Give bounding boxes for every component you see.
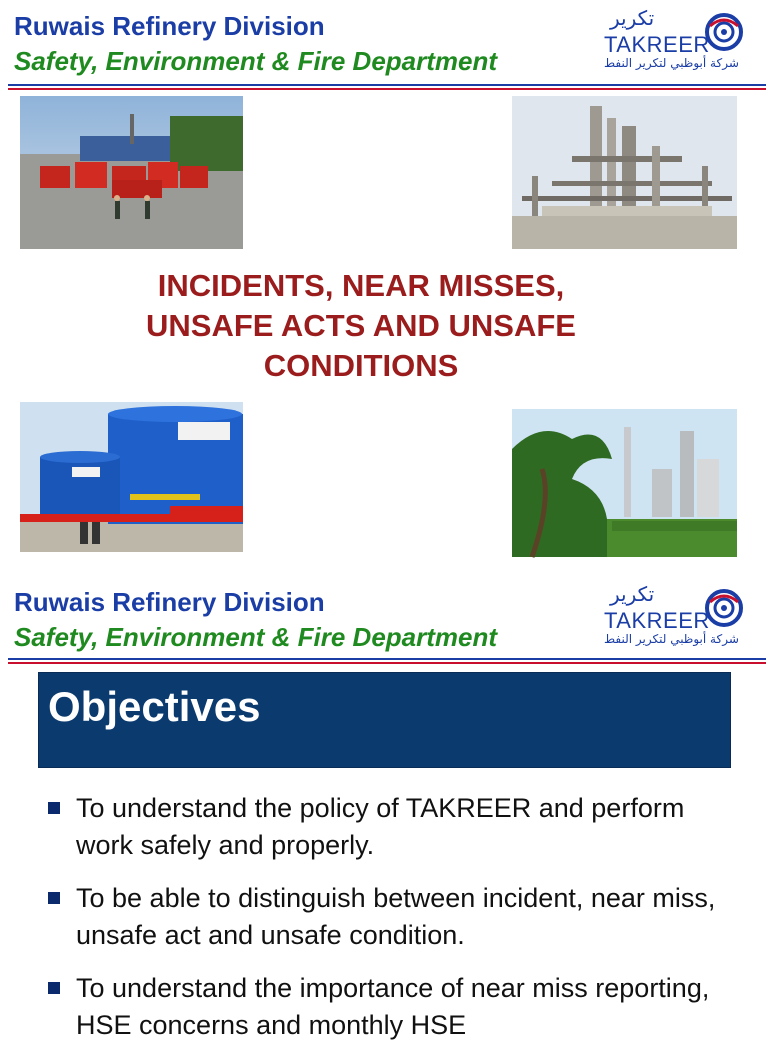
square-bullet-icon	[48, 802, 60, 814]
list-item	[48, 880, 728, 954]
slide-title-line-3: CONDITIONS	[263, 348, 459, 383]
objectives-slide	[0, 576, 768, 1040]
logo-arabic-name: تكرير	[610, 6, 655, 30]
objectives-heading-box	[38, 672, 731, 768]
list-item-text: To understand the policy of TAKREER and perform work safely and properly.	[76, 793, 685, 860]
logo-arabic-company: شركة أبوظبي لتكرير النفط	[604, 56, 739, 70]
objectives-list	[48, 790, 728, 1060]
division-title: Ruwais Refinery Division	[14, 587, 325, 617]
header-rule-blue	[8, 84, 766, 86]
logo-wordmark: TAKREER	[604, 608, 710, 633]
fire-trucks-photo	[20, 96, 243, 249]
header-rule-blue	[8, 658, 766, 660]
square-bullet-icon	[48, 982, 60, 994]
takreer-logo	[604, 582, 744, 652]
takreer-swirl-logo-icon	[704, 588, 744, 628]
palm-refinery-photo	[512, 409, 737, 557]
logo-arabic-name: تكرير	[610, 582, 655, 606]
header-rule-red	[8, 662, 766, 664]
department-subtitle: Safety, Environment & Fire Department	[14, 622, 498, 652]
list-item	[48, 790, 728, 864]
list-item-text: To understand the importance of near miss reporting, HSE concerns and monthly HSE	[76, 973, 710, 1040]
slide-title-line-2: UNSAFE ACTS AND UNSAFE	[146, 308, 576, 343]
square-bullet-icon	[48, 892, 60, 904]
takreer-swirl-logo-icon	[704, 12, 744, 52]
slide-title-line-1: INCIDENTS, NEAR MISSES,	[157, 268, 565, 303]
slide-title	[84, 266, 638, 386]
logo-arabic-company: شركة أبوظبي لتكرير النفط	[604, 632, 739, 646]
storage-tanks-photo	[20, 402, 243, 552]
list-item-text: To be able to distinguish between incident, near miss, unsafe act and unsafe condition.	[76, 883, 716, 950]
department-subtitle: Safety, Environment & Fire Department	[14, 46, 498, 76]
list-item	[48, 970, 728, 1044]
header-rule-red	[8, 88, 766, 90]
takreer-logo	[604, 6, 744, 76]
objectives-heading: Objectives	[48, 683, 261, 730]
refinery-unit-photo	[512, 96, 737, 249]
logo-wordmark: TAKREER	[604, 32, 710, 57]
division-title: Ruwais Refinery Division	[14, 11, 325, 41]
